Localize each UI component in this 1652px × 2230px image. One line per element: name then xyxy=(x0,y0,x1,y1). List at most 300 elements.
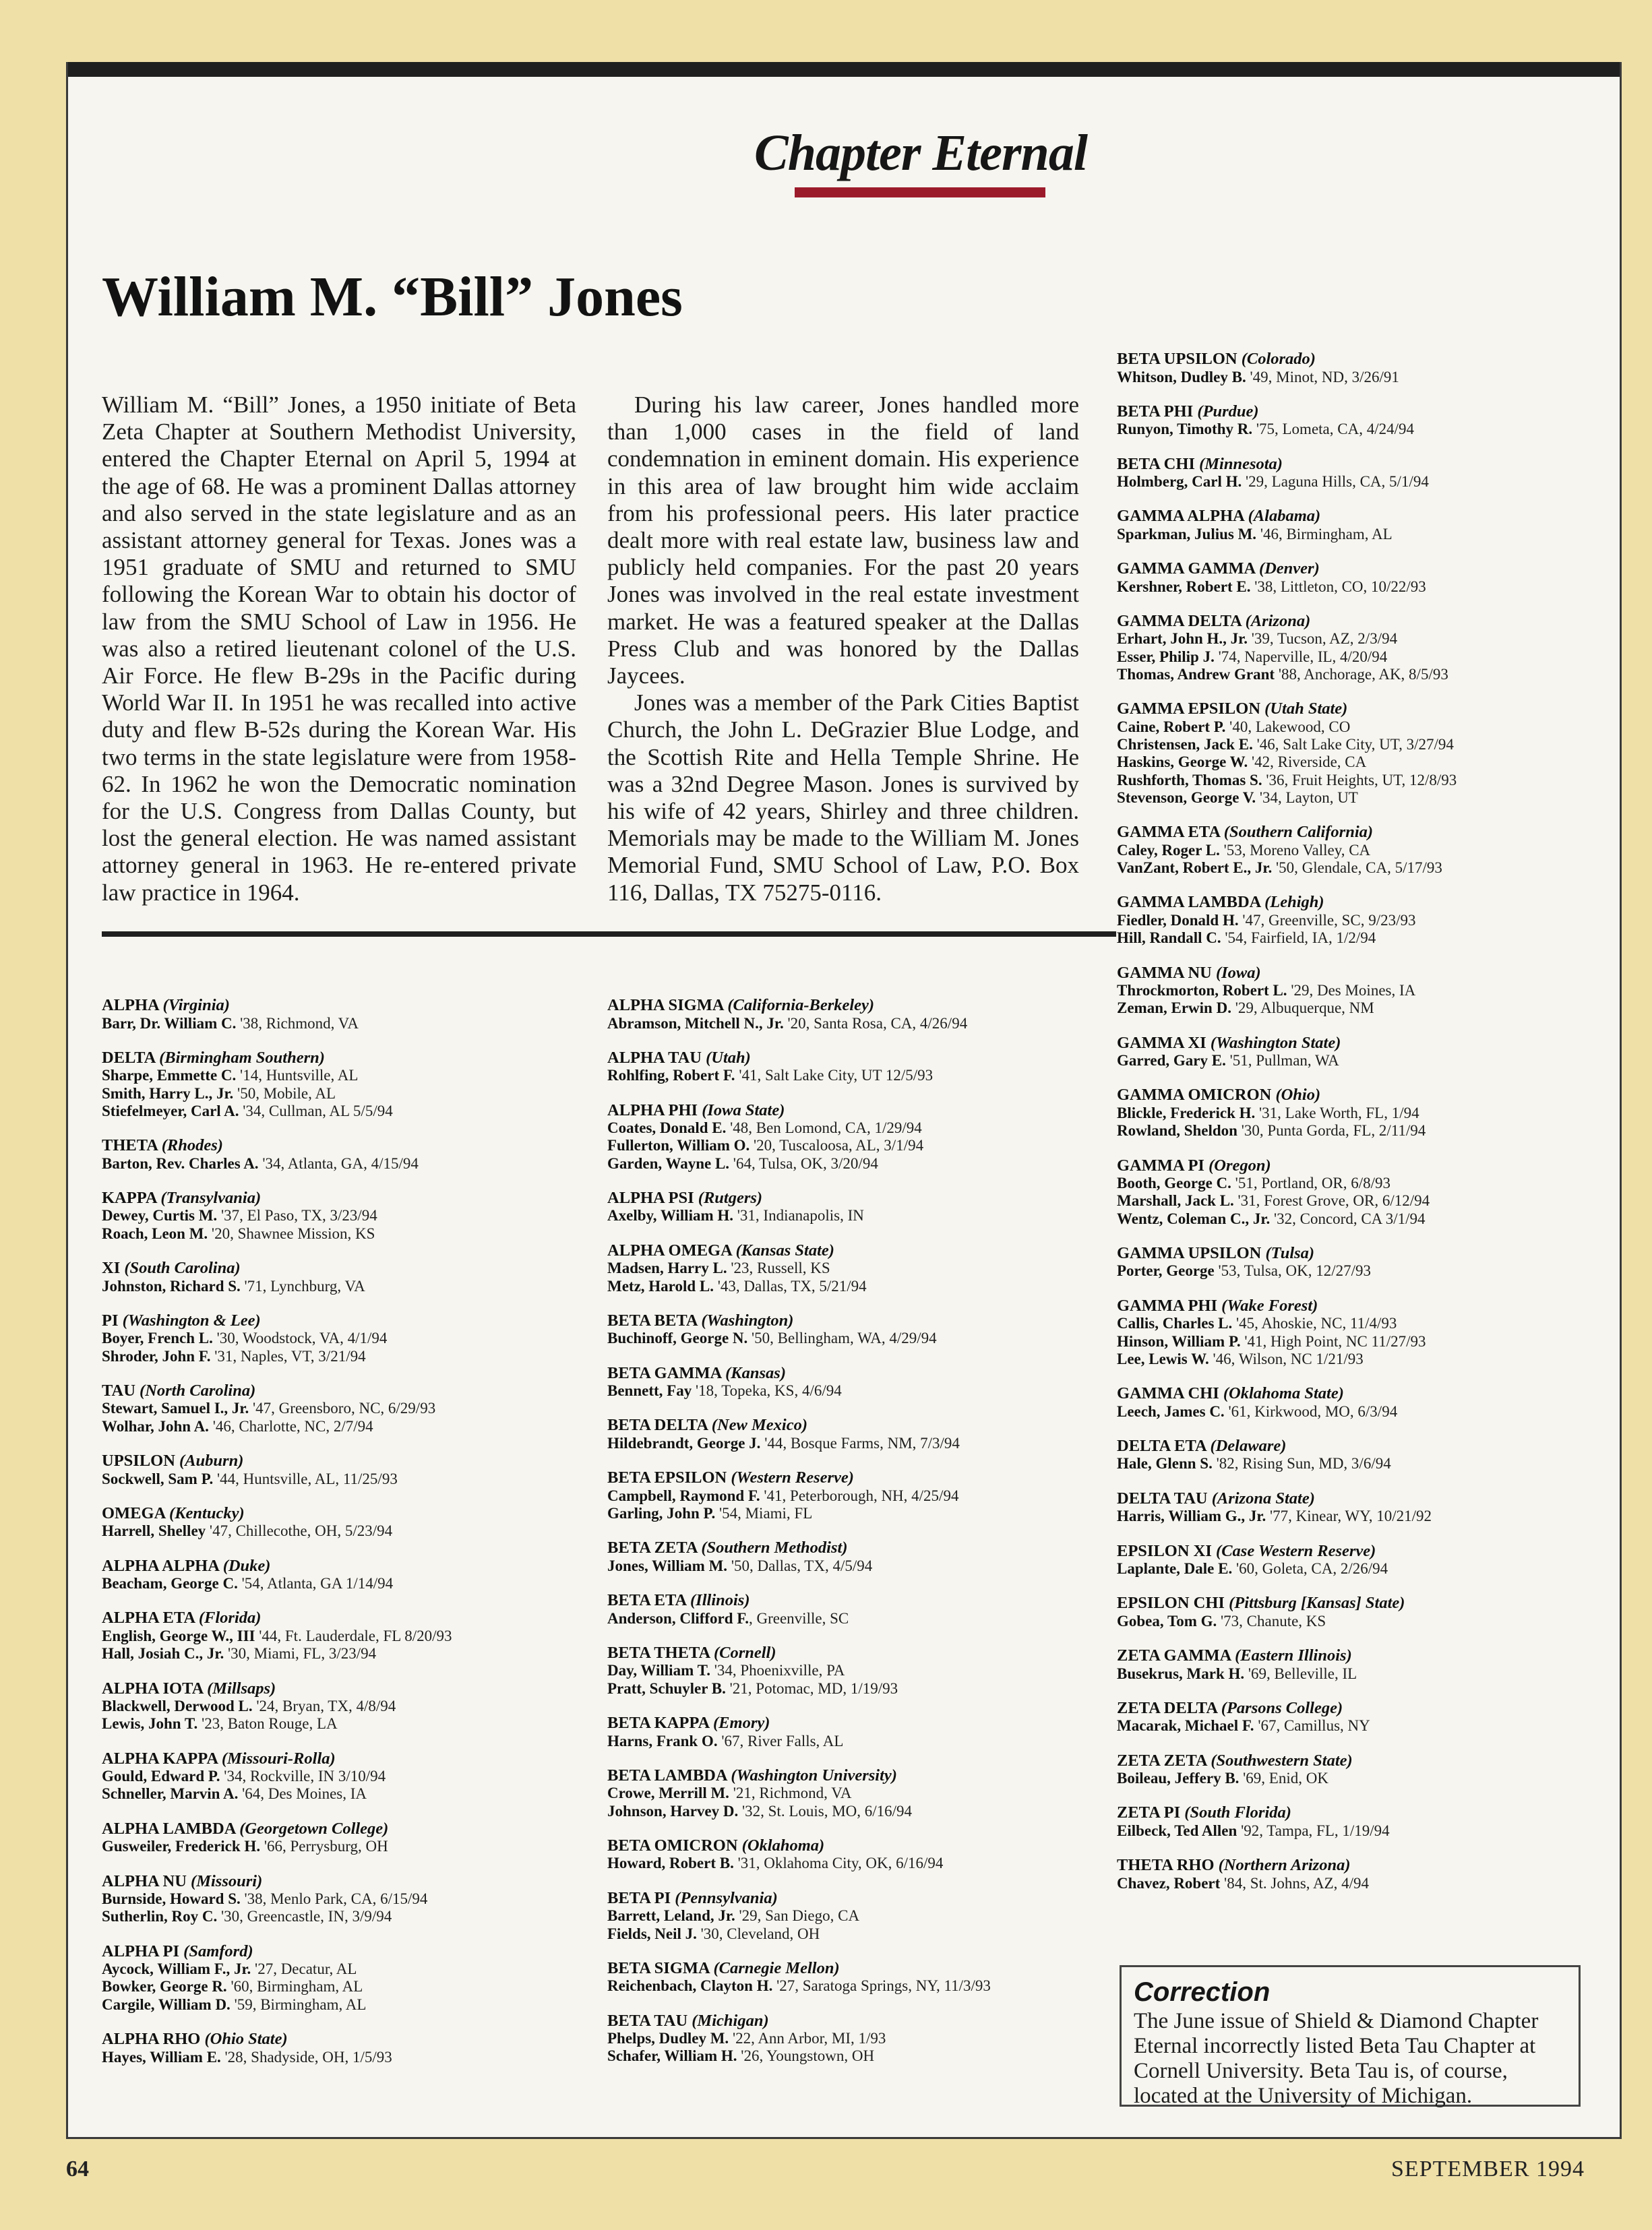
chapter-school: (Case Western Reserve) xyxy=(1216,1541,1376,1560)
member-detail: '40, Lakewood, CO xyxy=(1225,718,1351,735)
chapter-school: (Delaware) xyxy=(1210,1436,1287,1455)
chapter-name: BETA GAMMA xyxy=(607,1363,722,1382)
chapter-school: (Eastern Illinois) xyxy=(1235,1646,1352,1665)
chapter-heading xyxy=(102,1259,574,1278)
member-detail: '53, Moreno Valley, CA xyxy=(1219,841,1371,859)
chapter-heading xyxy=(1117,893,1589,912)
chapter-entry xyxy=(1117,1156,1589,1228)
chapter-entry xyxy=(102,1749,574,1803)
member-entry xyxy=(607,1435,1079,1452)
chapter-entry xyxy=(1117,1384,1589,1421)
chapter-name: ALPHA OMEGA xyxy=(607,1241,732,1260)
chapter-name: BETA ZETA xyxy=(607,1539,698,1557)
member-detail: '34, Phoenixville, PA xyxy=(710,1662,845,1679)
chapter-heading xyxy=(102,1679,574,1698)
chapter-name: GAMMA LAMBDA xyxy=(1117,893,1260,912)
chapter-school: (Duke) xyxy=(222,1556,271,1575)
member-detail: '50, Bellingham, WA, 4/29/94 xyxy=(747,1330,937,1347)
member-name: Fullerton, William O. xyxy=(607,1137,750,1154)
chapter-entry xyxy=(607,1591,1079,1628)
member-detail: '28, Shadyside, OH, 1/5/93 xyxy=(220,2048,392,2066)
chapter-name: GAMMA PI xyxy=(1117,1156,1204,1175)
chapter-school: (Samford) xyxy=(183,1942,253,1960)
member-entry xyxy=(102,1785,574,1803)
chapter-entry xyxy=(1117,1437,1589,1473)
member-entry xyxy=(1117,369,1589,386)
chapter-heading xyxy=(607,1959,1079,1978)
chapter-school: (New Mexico) xyxy=(711,1416,807,1435)
chapter-school: (Pennsylvania) xyxy=(675,1888,778,1907)
member-detail: '20, Santa Rosa, CA, 4/26/94 xyxy=(783,1014,968,1032)
feature-title: William M. “Bill” Jones xyxy=(102,266,683,328)
chapter-school: (Virginia) xyxy=(162,996,230,1014)
member-entry xyxy=(607,1067,1079,1084)
chapter-heading xyxy=(1117,1646,1589,1665)
chapter-name: BETA THETA xyxy=(607,1643,710,1662)
chapter-heading xyxy=(607,1311,1079,1330)
member-detail: '31, Lake Worth, FL, 1/94 xyxy=(1255,1104,1419,1121)
chapter-entry xyxy=(1117,455,1589,491)
chapter-heading xyxy=(102,1820,574,1838)
chapter-heading xyxy=(607,1591,1079,1610)
chapter-name: OMEGA xyxy=(102,1504,165,1522)
chapter-heading xyxy=(1117,1542,1589,1561)
chapter-heading xyxy=(1117,1699,1589,1718)
chapter-school: (Transylvania) xyxy=(160,1188,262,1207)
member-detail: '53, Tulsa, OK, 12/27/93 xyxy=(1214,1262,1372,1280)
member-entry xyxy=(607,1662,1079,1679)
chapter-heading xyxy=(607,1416,1079,1435)
member-detail: '29, Laguna Hills, CA, 5/1/94 xyxy=(1242,473,1429,491)
chapter-entry xyxy=(1117,1489,1589,1526)
chapter-heading xyxy=(1117,350,1589,369)
member-name: Gould, Edward P. xyxy=(102,1768,220,1785)
member-detail: '24, Bryan, TX, 4/8/94 xyxy=(252,1698,396,1715)
member-detail: '69, Belleville, IL xyxy=(1244,1665,1357,1682)
chapter-name: BETA PHI xyxy=(1117,402,1194,421)
member-entry xyxy=(102,1278,574,1295)
feature-paragraph: William M. “Bill” Jones, a 1950 initiate of Beta Zeta Chapter at Southern Methodist University, entered the Chapter Eternal on April 5, 1994 at the age of 68. He was a prominent Dallas attorney and also served in the state legislature and as an assistant attorney general for Texas. Jones was a 1951 graduate of SMU and returned to SMU following the Korean War to obtain his doctor of law from the SMU School of Law in 1956. He was also a retired lieutenant colonel of the U.S. Air Force. He flew B-29s in the Pacific during World War II. In 1951 he was recalled into active duty and flew B-52s during the Korean War. His two terms in the state legislature were from 1958-62. In 1962 he won the Democratic nomination for the U.S. Congress from Dallas County, but lost the general election. He was named assistant attorney general in 1963. He re-entered private law practice in 1964. xyxy=(102,392,576,906)
chapter-heading xyxy=(1117,402,1589,421)
chapter-name: THETA RHO xyxy=(1117,1856,1215,1875)
member-detail: '51, Pullman, WA xyxy=(1225,1052,1339,1070)
chapter-school: (Carnegie Mellon) xyxy=(713,1958,840,1977)
listing-column-3 xyxy=(1117,350,1589,1909)
chapter-school: (Utah) xyxy=(706,1048,751,1067)
chapter-name: ALPHA ALPHA xyxy=(102,1556,219,1575)
member-detail: '64, Des Moines, IA xyxy=(238,1785,367,1803)
member-detail: '20, Tuscaloosa, AL, 3/1/94 xyxy=(749,1137,924,1154)
member-name: Busekrus, Mark H. xyxy=(1117,1665,1245,1682)
member-entry xyxy=(1117,421,1589,438)
member-entry xyxy=(607,1803,1079,1820)
chapter-heading xyxy=(102,1452,574,1470)
chapter-heading xyxy=(1117,700,1589,718)
chapter-name: ZETA GAMMA xyxy=(1117,1646,1231,1665)
member-entry xyxy=(607,1610,1079,1628)
member-detail: '41, High Point, NC 11/27/93 xyxy=(1240,1332,1426,1350)
chapter-name: ALPHA LAMBDA xyxy=(102,1819,236,1838)
member-entry xyxy=(607,1260,1079,1277)
member-entry xyxy=(102,1960,574,1978)
chapter-school: (Kansas State) xyxy=(735,1241,834,1260)
member-name: Rushforth, Thomas S. xyxy=(1117,771,1262,788)
feature-text-left-column xyxy=(102,392,576,906)
member-entry xyxy=(102,2049,574,2066)
chapter-entry xyxy=(1117,1086,1589,1140)
chapter-name: BETA EPSILON xyxy=(607,1468,727,1487)
chapter-name: ALPHA KAPPA xyxy=(102,1749,218,1768)
correction-body: The June issue of Shield & Diamond Chapter Eternal incorrectly listed Beta Tau Chapter at Cornell University. Beta Tau is, of course, located at the University of Michigan. xyxy=(1134,2009,1539,2108)
member-name: Jones, William M. xyxy=(607,1557,728,1574)
correction-box xyxy=(1120,1965,1581,2107)
member-name: Metz, Harold L. xyxy=(607,1277,714,1295)
member-entry xyxy=(1117,929,1589,947)
chapter-school: (California-Berkeley) xyxy=(727,996,875,1014)
chapter-entry xyxy=(1117,1594,1589,1630)
chapter-heading xyxy=(102,1382,574,1400)
member-detail: '18, Topeka, KS, 4/6/94 xyxy=(692,1382,842,1400)
chapter-entry xyxy=(102,1872,574,1926)
member-entry xyxy=(102,1768,574,1785)
chapter-name: ALPHA TAU xyxy=(607,1048,702,1067)
chapter-entry xyxy=(102,1504,574,1541)
member-entry xyxy=(1117,753,1589,771)
member-entry xyxy=(1117,1052,1589,1070)
member-detail: '44, Huntsville, AL, 11/25/93 xyxy=(213,1470,398,1487)
chapter-heading xyxy=(102,1136,574,1155)
member-entry xyxy=(607,1015,1079,1032)
chapter-heading xyxy=(102,1872,574,1891)
member-detail: '77, Kinear, WY, 10/21/92 xyxy=(1266,1508,1432,1525)
member-name: Rowland, Sheldon xyxy=(1117,1122,1237,1140)
member-entry xyxy=(102,1400,574,1417)
member-entry xyxy=(102,1470,574,1488)
chapter-heading xyxy=(102,1749,574,1768)
chapter-name: BETA ETA xyxy=(607,1591,686,1610)
chapter-heading xyxy=(1117,612,1589,631)
chapter-heading xyxy=(102,1189,574,1208)
member-entry xyxy=(1117,1560,1589,1578)
member-entry xyxy=(1117,1665,1589,1683)
member-entry xyxy=(607,1487,1079,1505)
member-detail: '34, Cullman, AL 5/5/94 xyxy=(239,1102,393,1119)
chapter-school: (Michigan) xyxy=(692,2011,769,2030)
chapter-name: ALPHA SIGMA xyxy=(607,996,724,1014)
member-detail: '47, Greenville, SC, 9/23/93 xyxy=(1238,911,1416,929)
chapter-heading xyxy=(1117,1489,1589,1508)
chapter-school: (Southwestern State) xyxy=(1211,1751,1353,1770)
member-name: Aycock, William F., Jr. xyxy=(102,1960,251,1978)
chapter-name: GAMMA ETA xyxy=(1117,823,1220,842)
member-detail: '30, Cleveland, OH xyxy=(696,1925,820,1942)
chapter-heading xyxy=(1117,1594,1589,1613)
chapter-name: THETA xyxy=(102,1136,158,1155)
chapter-entry xyxy=(607,1836,1079,1873)
chapter-name: KAPPA xyxy=(102,1188,157,1207)
chapter-entry xyxy=(607,1241,1079,1295)
chapter-entry xyxy=(1117,612,1589,683)
chapter-name: ALPHA NU xyxy=(102,1871,187,1890)
chapter-heading xyxy=(102,1942,574,1961)
chapter-name: ZETA DELTA xyxy=(1117,1698,1217,1717)
member-entry xyxy=(1117,578,1589,596)
chapter-name: ALPHA PI xyxy=(102,1942,180,1960)
member-detail: '30, Miami, FL, 3/23/94 xyxy=(224,1645,377,1663)
chapter-name: XI xyxy=(102,1259,121,1278)
member-detail: '38, Richmond, VA xyxy=(236,1014,359,1032)
member-detail: '73, Chanute, KS xyxy=(1217,1612,1326,1630)
chapter-entry xyxy=(607,1311,1079,1348)
chapter-school: (Southern California) xyxy=(1223,823,1374,842)
chapter-heading xyxy=(1117,1244,1589,1263)
member-entry xyxy=(607,1119,1079,1137)
chapter-name: BETA SIGMA xyxy=(607,1958,710,1977)
chapter-name: GAMMA ALPHA xyxy=(1117,507,1244,526)
chapter-heading xyxy=(607,1539,1079,1557)
member-name: English, George W., III xyxy=(102,1627,255,1644)
chapter-entry xyxy=(102,996,574,1032)
chapter-name: DELTA ETA xyxy=(1117,1436,1206,1455)
member-detail: '31, Forest Grove, OR, 6/12/94 xyxy=(1233,1192,1430,1210)
chapter-school: (South Florida) xyxy=(1184,1803,1291,1822)
chapter-entry xyxy=(607,1049,1079,1085)
chapter-heading xyxy=(1117,1297,1589,1315)
section-title-underline xyxy=(795,187,1045,197)
member-entry xyxy=(102,1207,574,1225)
member-name: Stiefelmeyer, Carl A. xyxy=(102,1102,239,1119)
member-name: Campbell, Raymond F. xyxy=(607,1487,760,1504)
member-name: Schneller, Marvin A. xyxy=(102,1785,239,1803)
chapter-entry xyxy=(607,1766,1079,1820)
chapter-heading xyxy=(1117,1437,1589,1456)
member-entry xyxy=(607,1207,1079,1225)
member-detail: '30, Woodstock, VA, 4/1/94 xyxy=(212,1330,388,1347)
chapter-name: BETA BETA xyxy=(607,1311,698,1330)
chapter-school: (Washington State) xyxy=(1210,1033,1341,1052)
member-detail: '23, Russell, KS xyxy=(727,1260,830,1277)
chapter-heading xyxy=(102,2030,574,2049)
chapter-school: (Minnesota) xyxy=(1199,454,1283,473)
chapter-name: TAU xyxy=(102,1381,135,1400)
member-name: Garden, Wayne L. xyxy=(607,1154,730,1172)
member-detail: '30, Greencastle, IN, 3/9/94 xyxy=(217,1908,392,1925)
member-name: Harrell, Shelley xyxy=(102,1522,206,1540)
member-detail: , Greenville, SC xyxy=(749,1609,849,1627)
member-name: Fields, Neil J. xyxy=(607,1925,697,1942)
chapter-entry xyxy=(607,1189,1079,1225)
member-name: Anderson, Clifford F. xyxy=(607,1609,749,1627)
member-entry xyxy=(1117,1122,1589,1140)
chapter-name: GAMMA GAMMA xyxy=(1117,559,1255,578)
member-name: Chavez, Robert xyxy=(1117,1874,1221,1892)
chapter-school: (Pittsburg [Kansas] State) xyxy=(1229,1594,1405,1613)
member-name: Shroder, John F. xyxy=(102,1347,211,1365)
member-detail: '69, Enid, OK xyxy=(1239,1770,1328,1787)
member-detail: '61, Kirkwood, MO, 6/3/94 xyxy=(1224,1402,1398,1420)
member-detail: '45, Ahoskie, NC, 11/4/93 xyxy=(1232,1315,1397,1332)
member-entry xyxy=(102,1996,574,2014)
chapter-heading xyxy=(1117,823,1589,842)
section-title: Chapter Eternal xyxy=(754,125,1087,181)
member-name: Fiedler, Donald H. xyxy=(1117,911,1239,929)
member-name: Erhart, John H., Jr. xyxy=(1117,630,1248,648)
member-name: Hall, Josiah C., Jr. xyxy=(102,1645,224,1663)
member-detail: '64, Tulsa, OK, 3/20/94 xyxy=(729,1154,878,1172)
member-entry xyxy=(102,1715,574,1733)
chapter-name: ALPHA ETA xyxy=(102,1609,195,1628)
member-detail: '60, Birmingham, AL xyxy=(226,1978,363,1995)
member-name: Kershner, Robert E. xyxy=(1117,578,1251,595)
chapter-entry xyxy=(607,996,1079,1032)
chapter-entry xyxy=(1117,1034,1589,1070)
member-entry xyxy=(607,1733,1079,1750)
member-detail: '44, Bosque Farms, NM, 7/3/94 xyxy=(760,1434,960,1452)
chapter-name: DELTA TAU xyxy=(1117,1489,1208,1508)
member-name: Sparkman, Julius M. xyxy=(1117,525,1257,543)
member-detail: '31, Indianapolis, IN xyxy=(733,1207,864,1225)
member-name: Blickle, Frederick H. xyxy=(1117,1104,1256,1121)
member-detail: '50, Mobile, AL xyxy=(233,1084,336,1102)
chapter-name: BETA PI xyxy=(607,1888,671,1907)
issue-date: SEPTEMBER 1994 xyxy=(1391,2157,1585,2181)
chapter-entry xyxy=(102,1557,574,1593)
member-name: Hildebrandt, George J. xyxy=(607,1434,761,1452)
member-name: Gobea, Tom G. xyxy=(1117,1612,1217,1630)
member-detail: '54, Fairfield, IA, 1/2/94 xyxy=(1221,929,1376,947)
member-name: Laplante, Dale E. xyxy=(1117,1560,1233,1577)
chapter-name: ALPHA RHO xyxy=(102,2030,201,2049)
member-name: Abramson, Mitchell N., Jr. xyxy=(607,1014,784,1032)
member-detail: '41, Salt Lake City, UT 12/5/93 xyxy=(735,1067,934,1084)
member-entry xyxy=(1117,789,1589,807)
member-entry xyxy=(102,1225,574,1243)
member-detail: '46, Charlotte, NC, 2/7/94 xyxy=(208,1417,373,1435)
member-name: VanZant, Robert E., Jr. xyxy=(1117,859,1273,877)
section-divider xyxy=(102,931,1116,937)
member-name: Caley, Roger L. xyxy=(1117,841,1220,859)
member-name: Sharpe, Emmette C. xyxy=(102,1067,237,1084)
chapter-school: (Oklahoma State) xyxy=(1223,1384,1344,1403)
chapter-heading xyxy=(1117,964,1589,983)
chapter-school: (Washington & Lee) xyxy=(122,1311,261,1330)
chapter-entry xyxy=(1117,1752,1589,1788)
chapter-heading xyxy=(607,996,1079,1015)
chapter-school: (Missouri-Rolla) xyxy=(221,1749,336,1768)
chapter-name: GAMMA OMICRON xyxy=(1117,1086,1272,1105)
chapter-name: GAMMA UPSILON xyxy=(1117,1243,1262,1262)
member-name: Crowe, Merrill M. xyxy=(607,1785,729,1802)
chapter-entry xyxy=(102,1452,574,1488)
chapter-school: (Ohio State) xyxy=(204,2030,288,2049)
chapter-school: (Tulsa) xyxy=(1265,1243,1315,1262)
member-entry xyxy=(607,1977,1079,1995)
chapter-name: GAMMA PHI xyxy=(1117,1296,1218,1315)
chapter-heading xyxy=(607,1049,1079,1067)
member-name: Macarak, Michael F. xyxy=(1117,1717,1254,1735)
member-detail: '71, Lynchburg, VA xyxy=(240,1277,365,1295)
member-detail: '60, Goleta, CA, 2/26/94 xyxy=(1232,1560,1388,1577)
member-entry xyxy=(1117,1822,1589,1840)
member-name: Leech, James C. xyxy=(1117,1402,1225,1420)
member-name: Garred, Gary E. xyxy=(1117,1052,1226,1070)
member-entry xyxy=(607,1155,1079,1173)
chapter-school: (Ohio) xyxy=(1275,1086,1321,1105)
chapter-entry xyxy=(1117,402,1589,439)
member-detail: '82, Rising Sun, MD, 3/6/94 xyxy=(1212,1455,1391,1473)
member-name: Hinson, William P. xyxy=(1117,1332,1241,1350)
member-entry xyxy=(607,1925,1079,1943)
chapter-entry xyxy=(102,1311,574,1365)
member-detail: '14, Huntsville, AL xyxy=(236,1067,359,1084)
chapter-heading xyxy=(102,1311,574,1330)
member-name: Stewart, Samuel I., Jr. xyxy=(102,1400,249,1417)
member-name: Johnson, Harvey D. xyxy=(607,1802,739,1820)
member-name: Sockwell, Sam P. xyxy=(102,1470,214,1487)
chapter-entry xyxy=(1117,1646,1589,1683)
chapter-heading xyxy=(1117,559,1589,578)
chapter-school: (Kansas) xyxy=(725,1363,786,1382)
member-name: Booth, George C. xyxy=(1117,1175,1231,1192)
member-entry xyxy=(607,1785,1079,1802)
chapter-school: (Birmingham Southern) xyxy=(159,1048,325,1067)
chapter-heading xyxy=(102,1504,574,1523)
member-entry xyxy=(607,1855,1079,1872)
member-entry xyxy=(1117,772,1589,789)
member-detail: '29, Des Moines, IA xyxy=(1287,982,1416,999)
chapter-heading xyxy=(102,996,574,1015)
member-detail: '22, Ann Arbor, MI, 1/93 xyxy=(729,2030,886,2047)
member-detail: '34, Atlanta, GA, 4/15/94 xyxy=(258,1154,419,1172)
member-entry xyxy=(607,1278,1079,1295)
member-entry xyxy=(1117,1403,1589,1421)
member-name: Rohlfing, Robert F. xyxy=(607,1067,735,1084)
member-detail: '20, Shawnee Mission, KS xyxy=(208,1225,375,1242)
member-entry xyxy=(102,1155,574,1173)
chapter-heading xyxy=(607,1714,1079,1733)
member-entry xyxy=(1117,630,1589,648)
chapter-heading xyxy=(607,1101,1079,1120)
chapter-entry xyxy=(607,1416,1079,1452)
chapter-entry xyxy=(607,1644,1079,1698)
member-entry xyxy=(102,1645,574,1663)
chapter-heading xyxy=(1117,1156,1589,1175)
chapter-heading xyxy=(607,1889,1079,1908)
feature-text-right-column xyxy=(607,392,1079,906)
member-entry xyxy=(102,1103,574,1120)
member-detail: '59, Birmingham, AL xyxy=(230,1995,367,2013)
chapter-entry xyxy=(1117,823,1589,877)
chapter-name: GAMMA NU xyxy=(1117,963,1212,982)
member-detail: '38, Menlo Park, CA, 6/15/94 xyxy=(240,1890,428,1908)
chapter-school: (Georgetown College) xyxy=(239,1819,389,1838)
member-entry xyxy=(102,1085,574,1103)
chapter-entry xyxy=(102,1942,574,2014)
member-entry xyxy=(102,1418,574,1435)
chapter-name: GAMMA CHI xyxy=(1117,1384,1219,1403)
member-name: Throckmorton, Robert L. xyxy=(1117,982,1287,999)
member-name: Schafer, William H. xyxy=(607,2047,737,2065)
member-name: Garling, John P. xyxy=(607,1505,716,1522)
member-entry xyxy=(102,1522,574,1540)
member-detail: '43, Dallas, TX, 5/21/94 xyxy=(714,1277,867,1295)
chapter-entry xyxy=(102,1679,574,1733)
chapter-name: EPSILON CHI xyxy=(1117,1594,1225,1613)
member-detail: '67, Camillus, NY xyxy=(1254,1717,1370,1735)
member-entry xyxy=(102,1628,574,1645)
member-name: Boileau, Jeffery B. xyxy=(1117,1770,1240,1787)
chapter-school: (Rutgers) xyxy=(698,1188,763,1207)
